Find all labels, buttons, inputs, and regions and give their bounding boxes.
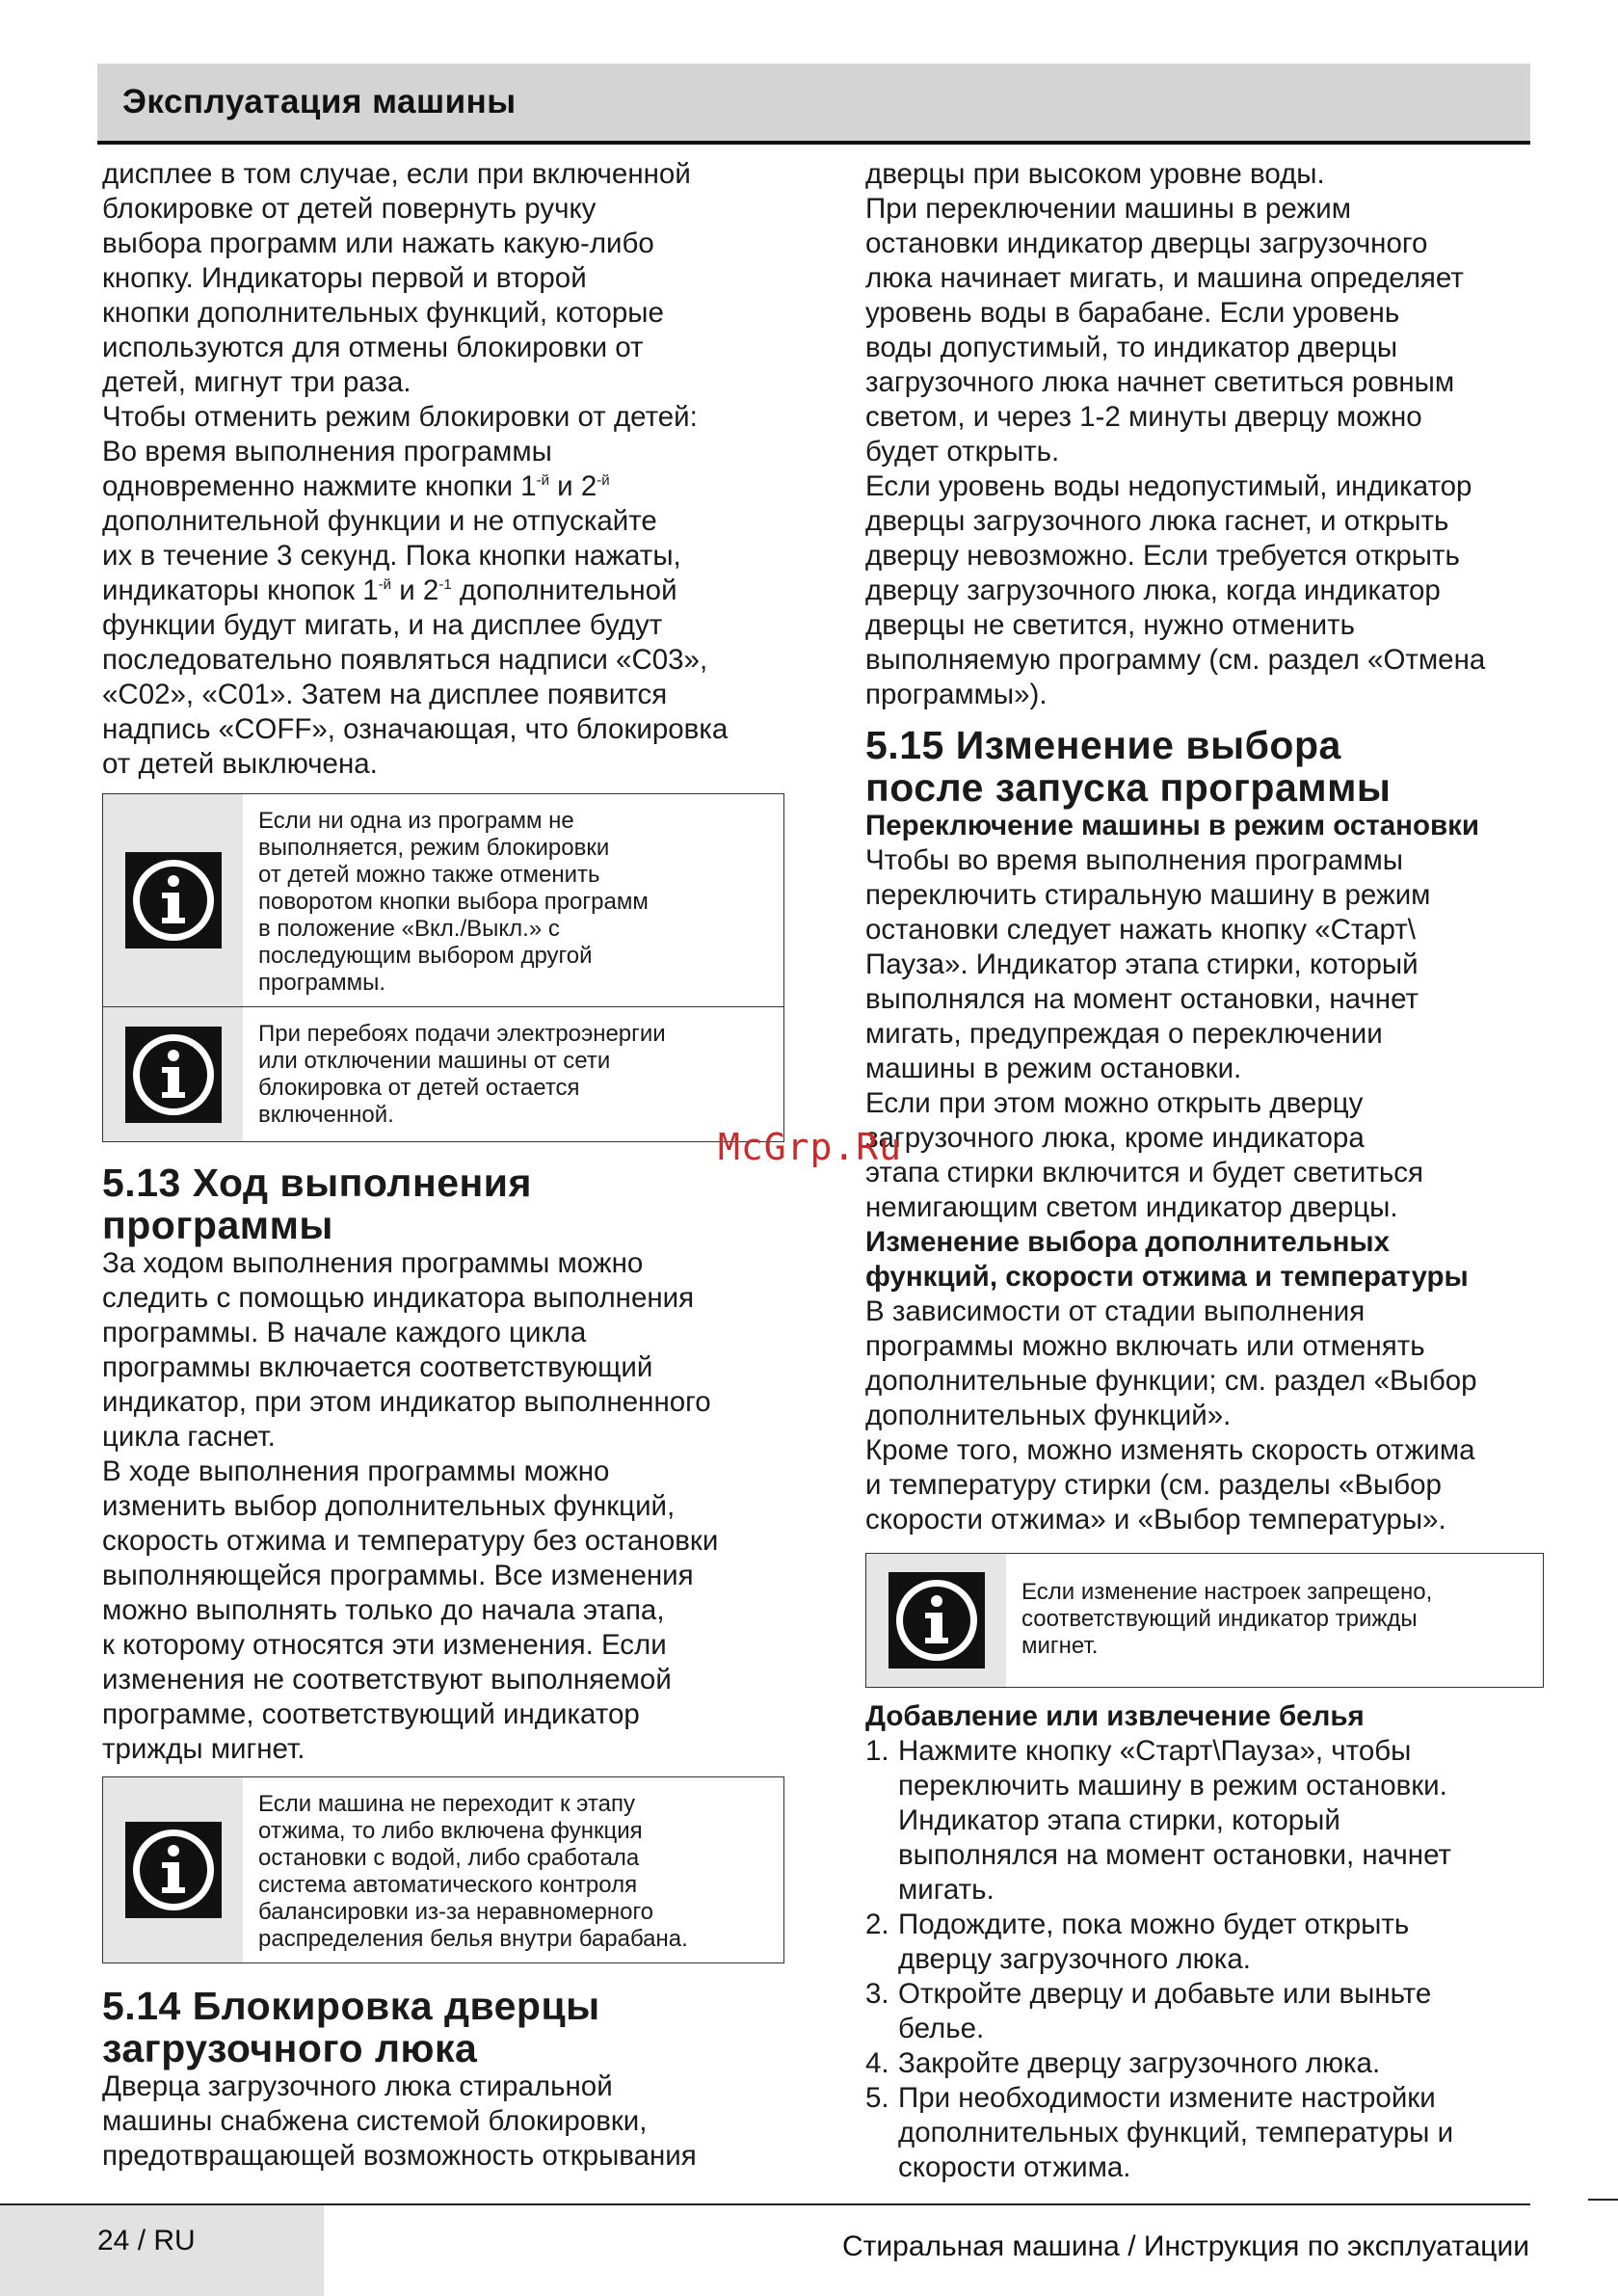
info-icon-cell: [103, 1007, 243, 1141]
info-icon-cell: [103, 1777, 243, 1962]
list-item: 2. Подождите, пока можно будет открыть дверцу загрузочного люка.: [865, 1909, 1410, 1975]
steps-list: [865, 1734, 1552, 2185]
info-note: [102, 1007, 784, 1142]
page-number: 24 / RU: [97, 2225, 196, 2256]
paragraph: Дверца загрузочного люка стиральной машины снабжена системой блокировки, предотвращающей возможность открывания: [102, 2070, 697, 2172]
paragraph: дополнительной функции и не отпускайте их в течение 3 секунд. Пока кнопки нажаты,: [102, 505, 681, 572]
info-icon: [125, 852, 222, 948]
watermark: McGrp.Ru: [718, 1126, 903, 1168]
document-title: Стиральная машина / Инструкция по эксплуатации: [841, 2230, 1529, 2262]
note-text: Если машина не переходит к этапу отжима, то либо включена функция остановки с водой, либо сработала система автоматического контроля балансировки из-за неравномерного распределения белья внутри барабана.: [258, 1791, 688, 1952]
note-text: При перебоях подачи электроэнергии или отключении машины от сети блокировка от детей остается включенной.: [258, 1021, 666, 1128]
paragraph-line: индикаторы кнопок $1^{-й}$ и $2^{-1}$ дополнительной: [102, 574, 677, 606]
footer-divider-right: [1588, 2199, 1618, 2201]
section-heading-5-14: 5.14 Блокировка дверцы загрузочного люка: [102, 1984, 600, 2070]
paragraph: За ходом выполнения программы можно следить с помощью индикатора выполнения программы. В начале каждого цикла программы включается соответствующий индикатор, при этом индикатор выполненного цикла гаснет. В ходе выполнения программы можно изменить выбор дополнительных функций, скорость отжима и температуру без остановки выполняющейся программы. Все изменения можно выполнять только до начала этапа, к которому относятся эти изменения. Если изменения не соответствуют выполняемой программе, соответствующий индикатор трижды мигнет.: [102, 1247, 719, 1765]
list-item: 3. Откройте дверцу и добавьте или выньте белье.: [865, 1978, 1432, 2044]
section-heading-5-13: 5.13 Ход выполнения программы: [102, 1161, 532, 1247]
paragraph: дверцы при высоком уровне воды. При переключении машины в режим остановки индикатор дверцы загрузочного люка начинает мигать, и машина определяет уровень воды в барабане. Если уровень воды допустимый, то индикатор дверцы загрузочного люка начнет светиться ровным светом, и через 1-2 минуты дверцу можно будет открыть. Если уровень воды недопустимый, индикатор дверцы загрузочного люка гаснет, и открыть дверцу невозможно. Если требуется открыть дверцу загрузочного люка, когда индикатор дверцы не светится, нужно отменить выполняемую программу (см. раздел «Отмена программы»).: [865, 158, 1486, 710]
info-icon: [889, 1572, 985, 1669]
paragraph: дисплее в том случае, если при включенной блокировке от детей повернуть ручку выбора программ или нажать какую-либо кнопку. Индикаторы первой и второй кнопки дополнительных функций, которые используются для отмены блокировки от детей, мигнут три раза. Чтобы отменить режим блокировки от детей: Во время выполнения программы: [102, 158, 698, 467]
note-text: Если ни одна из программ не выполняется, режим блокировки от детей можно также отменить поворотом кнопки выбора программ в положение «Вкл./Выкл.» с последующим выбором другой программы.: [258, 808, 649, 996]
list-item: 4. Закройте дверцу загрузочного люка.: [865, 2047, 1381, 2079]
paragraph-line: одновременно нажмите кнопки $1^{-й}$ и $2^{-й}$: [102, 470, 610, 502]
header-bar: [97, 64, 1530, 145]
subheading: Переключение машины в режим остановки: [865, 810, 1480, 841]
subheading: Добавление или извлечение белья: [865, 1700, 1365, 1732]
info-icon-cell: [866, 1554, 1006, 1687]
paragraph: В зависимости от стадии выполнения программы можно включать или отменять дополнительные функции; см. раздел «Выбор дополнительных функций». Кроме того, можно изменять скорость отжима и температуру стирки (см. разделы «Выбор скорости отжима» и «Выбор температуры».: [865, 1295, 1477, 1535]
right-column: [865, 157, 1552, 2185]
left-column: [102, 157, 796, 2174]
info-icon: [125, 1822, 222, 1918]
note-text: Если изменение настроек запрещено, соответствующий индикатор трижды мигнет.: [1021, 1579, 1433, 1659]
list-item: 1. Нажмите кнопку «Старт\Пауза», чтобы переключить машину в режим остановки. Индикатор этапа стирки, который выполнялся на момент остановки, начнет мигать.: [865, 1735, 1452, 1906]
info-icon-cell: [103, 794, 243, 1006]
section-heading-5-15: 5.15 Изменение выбора после запуска программы: [865, 723, 1392, 810]
paragraph: функции будут мигать, и на дисплее будут последовательно появляться надписи «C03», «C02», «C01». Затем на дисплее появится надпись «COFF», означающая, что блокировка от детей выключена.: [102, 609, 729, 780]
info-note: [102, 1776, 784, 1963]
subheading: Изменение выбора дополнительных функций, скорости отжима и температуры: [865, 1226, 1469, 1293]
paragraph: Чтобы во время выполнения программы переключить стиральную машину в режим остановки следует нажать кнопку «Старт\ Пауза». Индикатор этапа стирки, который выполнялся на момент остановки, начнет мигать, предупреждая о переключении машины в режим остановки. Если при этом можно открыть дверцу загрузочного люка, кроме индикатора этапа стирки включится и будет светиться немигающим светом индикатор дверцы.: [865, 844, 1431, 1223]
page-title: Эксплуатация машины: [122, 83, 517, 120]
info-note: [102, 793, 784, 1007]
info-icon: [125, 1027, 222, 1123]
info-note: [865, 1553, 1544, 1688]
list-item: 5. При необходимости измените настройки дополнительных функций, температуры и скорости отжима.: [865, 2082, 1454, 2183]
